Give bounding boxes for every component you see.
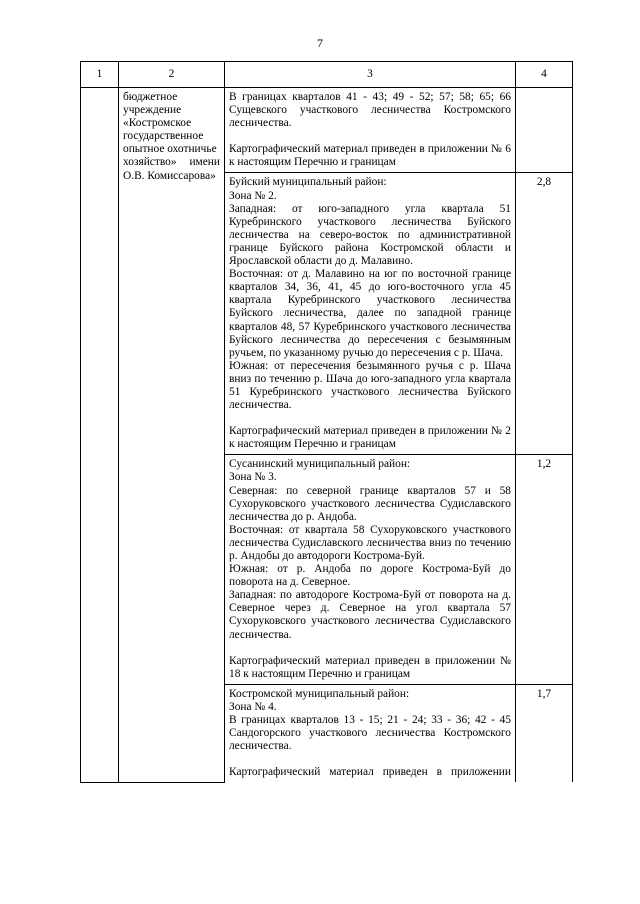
map-note: Картографический материал приведен в приложении № 18 к настоящим Перечню и границам xyxy=(229,654,511,680)
area-cell xyxy=(516,88,573,173)
page-number: 7 xyxy=(317,36,323,50)
zone-description-cell xyxy=(225,455,516,685)
zone-line: Южная: от р. Андоба по дороге Кострома-Буй до поворота на д. Северное. xyxy=(229,563,511,589)
organization-line: опытное охотничье xyxy=(123,143,217,156)
header-cell-2: 2 xyxy=(119,62,225,88)
zone-line: Северная: по северной границе кварталов 57 и 58 Сухоруковского участкового лесничества Судиславского лесничества до р. Андоба. xyxy=(229,484,511,523)
organization-cell xyxy=(119,88,225,783)
number-cell xyxy=(81,88,119,783)
zone-line: Южная: от пересечения безымянного ручья с р. Шача вниз по течению р. Шача до юго-западного угла квартала 51 Куребринского участкового лесничества Буйского лесничества. xyxy=(229,359,511,412)
zone-line: Зона № 3. xyxy=(229,471,277,484)
zone-description-cell xyxy=(225,173,516,455)
zone-line: Восточная: от д. Малавино на юг по восточной границе кварталов 34, 36, 41, 45 до юго-восточного угла 45 квартала Куребринского участкового лесничества Буйского лесничества, далее по западной границе кварталов 48, 57 Куребринского участкового лесничества Буйского лесничества до пересечения с безымянным ручьем, по указанному ручью до пересечения с р. Шача. xyxy=(229,268,511,359)
table-row xyxy=(81,88,573,173)
zone-description-cell xyxy=(225,88,516,173)
header-cell-3: 3 xyxy=(225,62,516,88)
map-note: Картографический материал приведен в приложении № 2 к настоящим Перечню и границам xyxy=(229,425,511,451)
header-cell-1: 1 xyxy=(81,62,119,88)
organization-line: «Костромское xyxy=(123,117,192,130)
zone-line: В границах кварталов 41 - 43; 49 - 52; 57; 58; 65; 66 Сущевского участкового лесничества Костромского лесничества. xyxy=(229,91,511,130)
organization-line: учреждение xyxy=(123,104,182,117)
table-header-row xyxy=(81,62,573,88)
header-cell-4: 4 xyxy=(516,62,573,88)
zones-table xyxy=(80,61,573,783)
organization-line: хозяйство» имени xyxy=(123,156,220,169)
area-cell: 1,2 xyxy=(516,455,573,685)
organization-line: О.В. Комиссарова» xyxy=(123,169,216,182)
zone-line: Буйский муниципальный район: xyxy=(229,176,387,189)
map-note: Картографический материал приведен в приложении № 6 к настоящим Перечню и границам xyxy=(229,143,511,169)
zone-line: Костромской муниципальный район: xyxy=(229,687,410,700)
organization-line: бюджетное xyxy=(123,91,178,103)
zone-line: Зона № 4. xyxy=(229,700,277,713)
zone-line: Восточная: от квартала 58 Сухоруковского участкового лесничества Судиславского лесничества вниз по течению р. Андобы до автодороги Кострома-Буй. xyxy=(229,523,511,562)
zone-line: Западная: от юго-западного угла квартала 51 Куребринского участкового лесничества Буйского лесничества на северо-восток по административной границе Буйского района Костромской области и Ярославской области до д. Малавино. xyxy=(229,202,511,268)
zone-line: Сусанинский муниципальный район: xyxy=(229,458,411,471)
area-cell: 1,7 xyxy=(516,684,573,782)
zone-line: Западная: по автодороге Кострома-Буй от поворота на д. Северное через д. Северное на угол квартала 57 Сухоруковского участкового лесничества Судиславского лесничества. xyxy=(229,589,511,641)
area-cell: 2,8 xyxy=(516,173,573,455)
zone-line: Зона № 2. xyxy=(229,189,277,202)
organization-line: государственное xyxy=(123,130,204,143)
map-note: Картографический материал приведен в приложении xyxy=(229,766,511,779)
zone-line: В границах кварталов 13 - 15; 21 - 24; 33 - 36; 42 - 45 Сандогорского участкового лесничества Костромского лесничества. xyxy=(229,714,511,753)
zone-description-cell xyxy=(225,684,516,782)
